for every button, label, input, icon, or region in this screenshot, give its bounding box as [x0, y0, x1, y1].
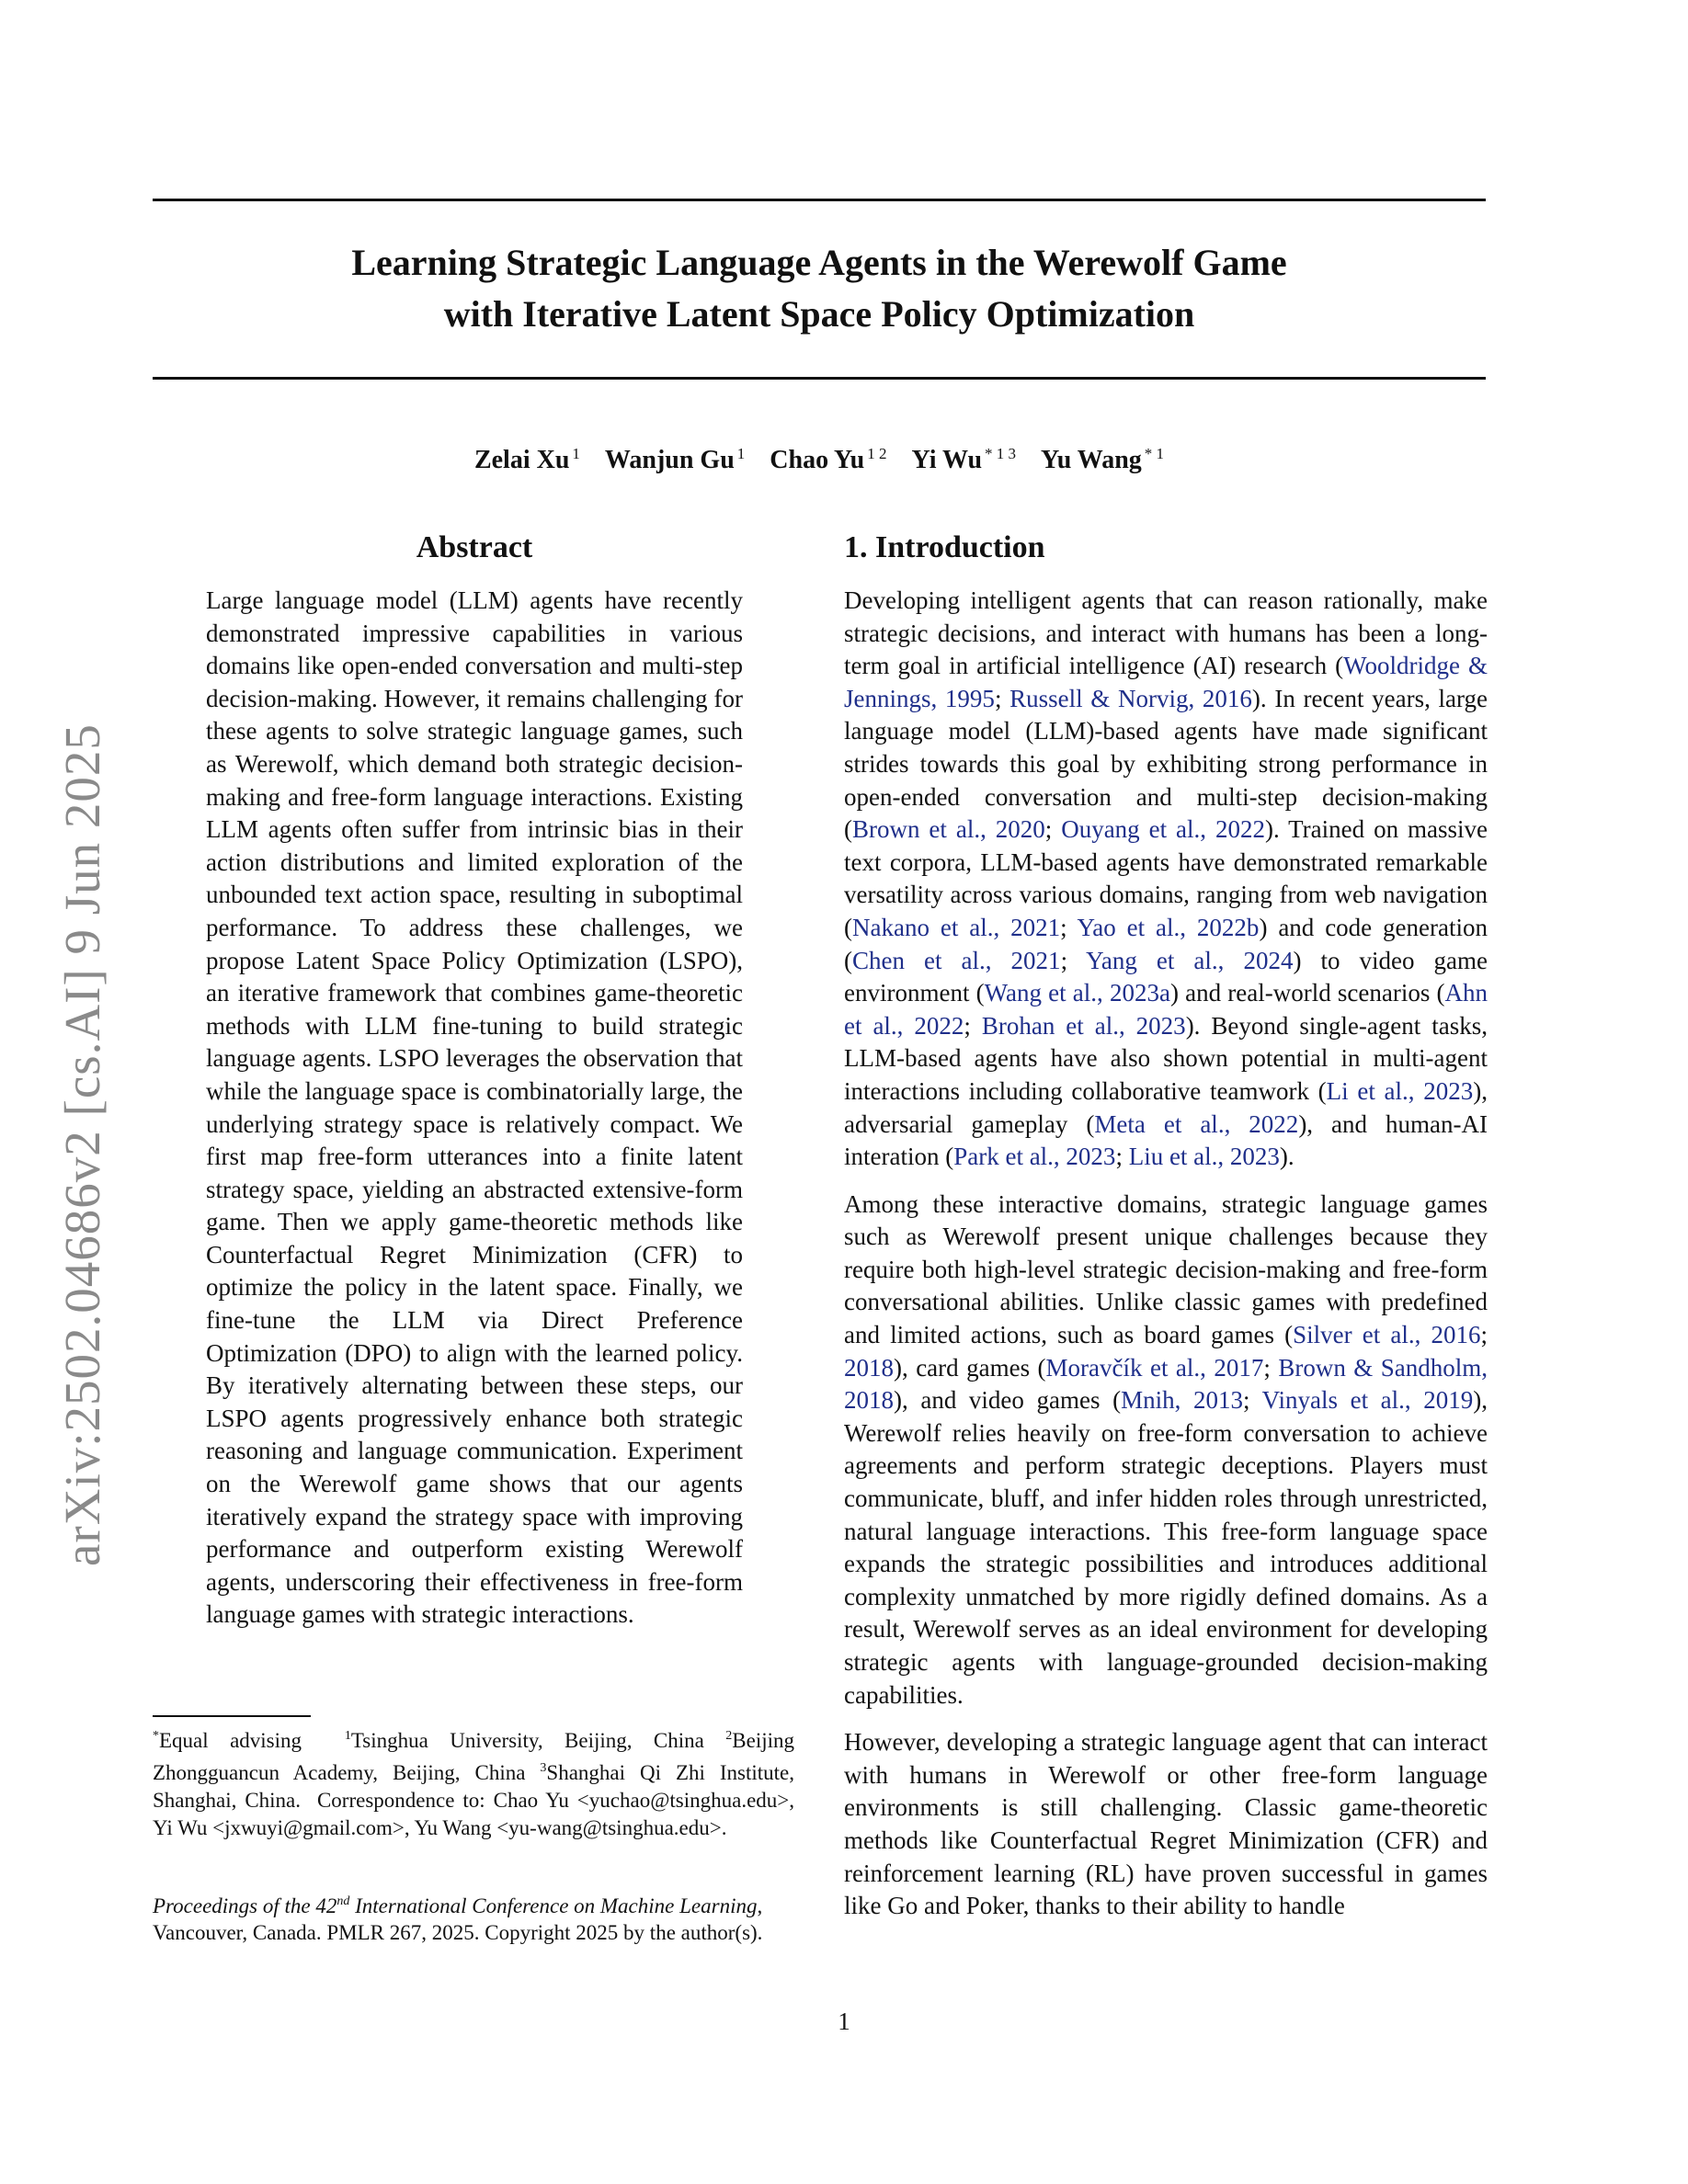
arxiv-stamp: arXiv:2502.04686v2 [cs.AI] 9 Jun 2025 [54, 723, 110, 1566]
paragraph-text: ; [1115, 1143, 1129, 1171]
citation-link[interactable]: Russell & Norvig, 2016 [1009, 684, 1252, 712]
citation-link[interactable]: Meta et al., 2022 [1094, 1109, 1299, 1138]
citation-link[interactable]: Park et al., 2023 [953, 1143, 1116, 1171]
abstract-heading: Abstract [416, 530, 533, 564]
footnote-equal-advising: Equal advising [159, 1729, 302, 1752]
author [605, 446, 745, 474]
proceedings-prefix: Proceedings of the 42 [153, 1894, 337, 1917]
citation-link[interactable]: Ahn et al., 2022 [844, 979, 1488, 1040]
paragraph-text: ) and code generation ( [844, 913, 1488, 974]
paragraph-text: ), Werewolf relies heavily on free-form conversation to achieve agreements and perform strategic deceptions. Players must communicate, bluff, and infer hidden roles through unrestricted, natural language interactions. This free-form language space expands the strategic possibilities and introduces additional complexity unmatched by more rigidly defined domains. As a result, Werewolf serves as an ideal environment for developing strategic agents with language-grounded decision-making capabilities. [844, 1386, 1488, 1709]
introduction-body [844, 585, 1488, 1938]
citation-link[interactable]: Chen et al., 2021 [852, 946, 1061, 974]
footnote-affiliation: Tsinghua University, Beijing, China [350, 1729, 704, 1752]
citation-link[interactable]: Nakano et al., 2021 [852, 913, 1061, 941]
paragraph-text: ; [994, 684, 1010, 712]
paragraph-text: ), and human-AI interation ( [844, 1109, 1488, 1171]
paragraph-text: ). [1279, 1143, 1295, 1171]
title-top-rule [153, 199, 1486, 201]
paper-title [153, 237, 1486, 340]
citation-link[interactable]: Brown et al., 2020 [852, 815, 1045, 844]
abstract-text: Large language model (LLM) agents have recently demonstrated impressive capabilities in various domains like open-ended conversation and multi-step decision-making. However, it remains challenging for these agents to solve strategic language games, such as Werewolf, which demand both strategic decision-making and free-form language interactions. Existing LLM agents often suffer from intrinsic bias in their action distributions and limited exploration of the unbounded text action space, resulting in suboptimal performance. To address these challenges, we propose Latent Space Policy Optimization (LSPO), an iterative framework that combines game-theoretic methods with LLM fine-tuning to build strategic language agents. LSPO leverages the observation that while the language space is combinatorially large, the underlying strategy space is relatively compact. We first map free-form utterances into a finite latent strategy space, yielding an abstracted extensive-form game. Then we apply game-theoretic methods like Counterfactual Regret Minimization (CFR) to optimize the policy in the latent space. Finally, we fine-tune the LLM via Direct Preference Optimization (DPO) to align with the learned policy. By iteratively alternating between these steps, our LSPO agents progressively enhance both strategic reasoning and language communication. Experiment on the Werewolf game shows that our agents iteratively expand the strategy space with improving performance and outperform existing Werewolf agents, underscoring their effectiveness in free-form language games with strategic interactions. [206, 586, 743, 1629]
proceedings-ordinal: nd [336, 1894, 350, 1908]
author [474, 446, 580, 474]
paragraph-text: ), card games ( [894, 1353, 1046, 1382]
paragraph-text: ; [1480, 1321, 1488, 1349]
footnote-affiliation: Shanghai Qi Zhi Institute, Shanghai, China. [153, 1761, 794, 1812]
author-name: Yi Wu [911, 446, 983, 474]
paragraph-text: ). In recent years, large language model (LLM)-based agents have made significant strides towards this goal by exhibiting strong performance in open-ended conversation and multi-step decision-making ( [844, 684, 1488, 844]
paragraph-text: ), and video games ( [894, 1386, 1122, 1415]
intro-paragraph-3 [844, 1726, 1488, 1923]
citation-link[interactable]: Li et al., 2023 [1326, 1076, 1474, 1105]
footnote-aff-number: 1 [344, 1729, 351, 1743]
paragraph-text: ) to video game environment ( [844, 946, 1488, 1007]
paragraph-text: Among these interactive domains, strategic language games such as Werewolf present unique challenges because they require both high-level strategic decision-making and free-form conversational abilities. Unlike classic games with predefined and limited actions, such as board games ( [844, 1189, 1488, 1349]
paragraph-text: ; [1263, 1353, 1279, 1382]
author [912, 446, 1017, 474]
citation-link[interactable]: Mnih, 2013 [1121, 1386, 1243, 1415]
citation-link[interactable]: Yang et al., 2024 [1086, 946, 1294, 974]
author-affiliation: 1 [736, 445, 746, 462]
proceedings-note [153, 1888, 794, 1946]
author [1041, 446, 1164, 474]
paragraph-text: ). Trained on massive text corpora, LLM-based agents have demonstrated remarkable versatility across various domains, ranging from web navigation ( [844, 815, 1488, 941]
citation-link[interactable]: Liu et al., 2023 [1128, 1143, 1280, 1171]
citation-link[interactable]: Brohan et al., 2023 [981, 1011, 1186, 1040]
citation-link[interactable]: Yao et al., 2022b [1077, 913, 1260, 941]
author-affiliation: * 1 [1144, 445, 1165, 462]
intro-paragraph-1 [844, 585, 1488, 1174]
footnote-aff-number: 3 [540, 1761, 547, 1775]
footnote-aff-number: 2 [725, 1729, 733, 1743]
paragraph-text: ; [1242, 1386, 1262, 1415]
proceedings-details: , Vancouver, Canada. PMLR 267, 2025. Copyright 2025 by the author(s). [153, 1894, 763, 1944]
author-affiliation: 1 2 [867, 445, 887, 462]
citation-link[interactable]: Wang et al., 2023a [984, 979, 1170, 1007]
footnote-star: * [153, 1729, 159, 1743]
citation-link[interactable]: Wooldridge & Jennings, 1995 [844, 652, 1488, 712]
intro-paragraph-2 [844, 1189, 1488, 1712]
paragraph-text: ; [1060, 946, 1087, 974]
author-name: Chao Yu [770, 446, 865, 474]
paragraph-text: However, developing a strategic language agent that can interact with humans in Werewolf or other free-form language environments is still challenging. Classic game-theoretic methods like Counterfactual Regret Minimization (CFR) and reinforcement learning (RL) have proven successful in games like Go and Poker, thanks to their ability to handle [844, 1728, 1488, 1920]
citation-link[interactable]: Silver et al., 2016 [1293, 1321, 1481, 1349]
paragraph-text: Developing intelligent agents that can reason rationally, make strategic decisions, and interact with humans has been a long-term goal in artificial intelligence (AI) research ( [844, 586, 1488, 680]
author-name: Wanjun Gu [604, 446, 735, 474]
paragraph-text: ), adversarial gameplay ( [844, 1076, 1488, 1138]
citation-link[interactable]: 2018 [844, 1353, 894, 1382]
title-line-1: Learning Strategic Language Agents in the Werewolf Game [351, 242, 1287, 283]
footnote [153, 1723, 794, 1842]
author-name: Yu Wang [1041, 446, 1142, 474]
author-affiliation: * 1 3 [985, 445, 1017, 462]
footnote-correspondence: Correspondence to: Chao Yu <yuchao@tsinghua.edu>, Yi Wu <jxwuyi@gmail.com>, Yu Wang <yu-wang@tsinghua.edu>. [153, 1789, 794, 1839]
author-list [153, 436, 1486, 479]
paragraph-text: ; [1044, 815, 1062, 844]
paragraph-text: ; [964, 1011, 982, 1040]
paragraph-text: ; [1060, 913, 1078, 941]
title-bottom-rule [153, 377, 1486, 380]
footnote-affiliation: Beijing Zhongguancun Academy, Beijing, China [153, 1729, 795, 1784]
citation-link[interactable]: Moravčík et al., 2017 [1045, 1353, 1264, 1382]
paragraph-text: ) and real-world scenarios ( [1169, 979, 1445, 1007]
author [770, 446, 886, 474]
author-name: Zelai Xu [473, 446, 570, 474]
paragraph-text: ). Beyond single-agent tasks, LLM-based agents have also shown potential in multi-agent interactions including collaborative teamwork ( [844, 1011, 1488, 1105]
author-affiliation: 1 [572, 445, 580, 462]
citation-link[interactable]: Vinyals et al., 2019 [1261, 1386, 1474, 1415]
footnote-rule [153, 1715, 311, 1717]
page-number: 1 [838, 2008, 850, 2035]
section-heading-introduction: 1. Introduction [844, 530, 1045, 564]
citation-link[interactable]: Ouyang et al., 2022 [1061, 815, 1265, 844]
title-line-2: with Iterative Latent Space Policy Optimization [443, 293, 1195, 335]
citation-link[interactable]: Brown & Sandholm, 2018 [844, 1353, 1488, 1415]
proceedings-venue: International Conference on Machine Learning [349, 1894, 758, 1917]
